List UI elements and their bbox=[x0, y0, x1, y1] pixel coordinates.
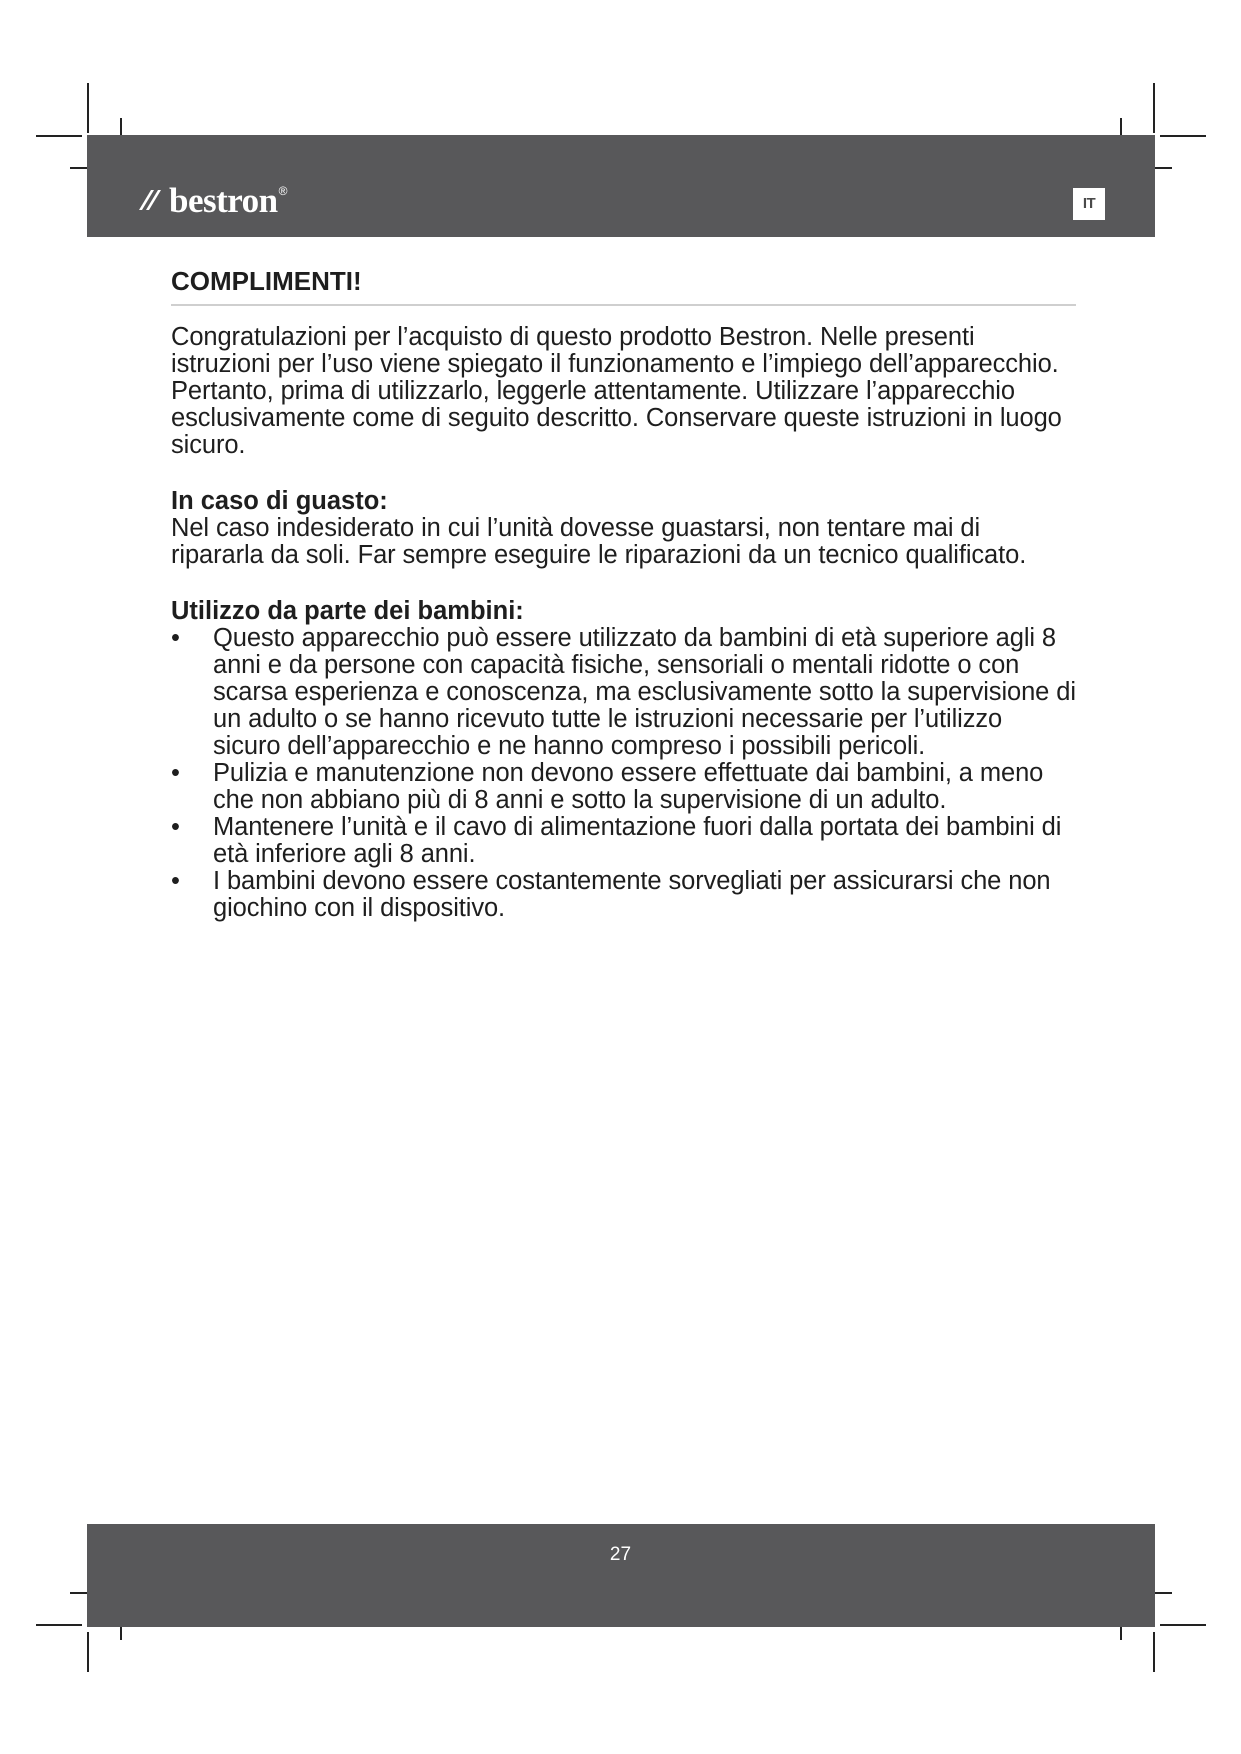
bullet-icon: • bbox=[171, 813, 180, 841]
brand-wordmark: bestron bbox=[169, 181, 278, 220]
document-body bbox=[171, 266, 1076, 922]
crop-mark bbox=[87, 83, 89, 133]
list-item-text: Questo apparecchio può essere utilizzato da bambini di età superiore agli 8 anni e da persone con capacità fisiche, sensoriali o mentali ridotte o con scarsa esperienza e conoscenza, ma esclusivamente sotto la supervisione di un adulto o se hanno ricevuto tutte le istruzioni necessarie per l’utilizzo sicuro dell’apparecchio e ne hanno compreso i possibili pericoli. bbox=[213, 624, 1076, 760]
crop-mark bbox=[87, 1632, 89, 1672]
crop-mark bbox=[1153, 83, 1155, 133]
brand-logo bbox=[137, 180, 288, 222]
list-item bbox=[171, 814, 1076, 868]
crop-mark bbox=[1160, 1624, 1206, 1626]
bullet-icon: • bbox=[171, 759, 180, 787]
intro-paragraph: Congratulazioni per l’acquisto di questo prodotto Bestron. Nelle presenti istruzioni per l’uso viene spiegato il funzionamento e l’impiego dell’apparecchio. Pertanto, prima di utilizzarlo, leggerle attentamente. Utilizzare l’apparecchio esclusivamente come di seguito descritto. Conservare queste istruzioni in luogo sicuro. bbox=[171, 323, 1062, 459]
bullet-icon: • bbox=[171, 624, 180, 652]
children-heading: Utilizzo da parte dei bambini: bbox=[171, 597, 524, 625]
crop-mark bbox=[36, 1624, 82, 1626]
crop-mark bbox=[36, 135, 82, 137]
list-item bbox=[171, 625, 1076, 760]
bullet-icon: • bbox=[171, 867, 180, 895]
footer-band bbox=[87, 1524, 1155, 1627]
failure-heading: In caso di guasto: bbox=[171, 487, 388, 515]
list-item-text: Mantenere l’unità e il cavo di alimentazione fuori dalla portata dei bambini di età inferiore agli 8 anni. bbox=[213, 813, 1062, 868]
children-section bbox=[171, 598, 1076, 922]
page-number: 27 bbox=[609, 1544, 632, 1565]
list-item bbox=[171, 868, 1076, 922]
list-item bbox=[171, 760, 1076, 814]
brand-chevrons-icon bbox=[137, 180, 167, 222]
crop-mark bbox=[1153, 1632, 1155, 1672]
failure-paragraph: Nel caso indesiderato in cui l’unità dovesse guastarsi, non tentare mai di ripararla da soli. Far sempre eseguire le riparazioni da un tecnico qualificato. bbox=[171, 514, 1027, 569]
registered-mark: ® bbox=[278, 184, 288, 198]
language-badge: IT bbox=[1073, 188, 1105, 220]
list-item-text: Pulizia e manutenzione non devono essere effettuate dai bambini, a meno che non abbiano più di 8 anni e sotto la supervisione di un adulto. bbox=[213, 759, 1044, 814]
list-item-text: I bambini devono essere costantemente sorvegliati per assicurarsi che non giochino con il dispositivo. bbox=[213, 867, 1051, 922]
crop-mark bbox=[1160, 135, 1206, 137]
title-divider bbox=[171, 304, 1076, 306]
page-title: COMPLIMENTI! bbox=[171, 266, 362, 296]
failure-section bbox=[171, 488, 1076, 569]
children-list bbox=[171, 625, 1076, 922]
